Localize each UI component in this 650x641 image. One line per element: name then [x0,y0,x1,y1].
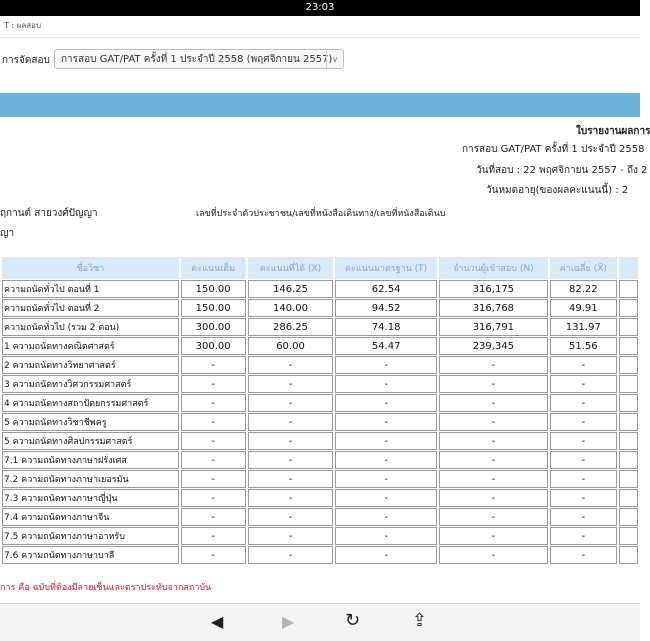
value-cell: - [335,527,436,545]
overflow-cell [619,337,638,355]
table-row [2,413,638,431]
overflow-cell [619,413,638,431]
table-row [2,337,638,355]
value-cell: - [335,546,436,564]
value-cell: - [335,375,436,393]
footnote: การ คือ ฉบับที่ต้องมีลายเซ็นและตราประทับจากสถาบัน [0,583,212,593]
value-cell: 146.25 [248,280,334,298]
value-cell: - [335,451,436,469]
value-cell: - [550,546,617,564]
value-cell: - [181,508,246,526]
table-row [2,356,638,374]
exam-select-row [0,42,640,76]
student-name: ฤกานต์ สายวงศ์ปัญญา [0,208,98,219]
value-cell: - [181,375,246,393]
value-cell: - [248,356,334,374]
report-expiry: วันหมดอายุ(ของผลคะแนนนี้) : 2 [486,185,629,196]
value-cell: - [439,546,548,564]
value-cell: - [439,413,548,431]
table-row [2,489,638,507]
subject-cell: 3 ความถนัดทางวิศวกรรมศาสตร์ [2,375,179,393]
value-cell: - [181,394,246,412]
exam-select[interactable] [54,49,344,69]
value-cell: - [550,470,617,488]
value-cell: - [550,432,617,450]
value-cell: - [335,413,436,431]
reload-icon[interactable]: ↻ [345,610,361,631]
value-cell: - [439,470,548,488]
back-icon[interactable]: ◀ [211,612,224,631]
value-cell: - [181,451,246,469]
overflow-cell [619,318,638,336]
value-cell: - [248,432,334,450]
report-exam-name: การสอบ GAT/PAT ครั้งที่ 1 ประจำปี 2558 [462,144,645,155]
value-cell: 300.00 [181,337,246,355]
value-cell: - [181,546,246,564]
value-cell: - [550,394,617,412]
value-cell: 150.00 [181,299,246,317]
subject-cell: 7.3 ความถนัดทางภาษาญี่ปุ่น [2,489,179,507]
value-cell: 74.18 [335,318,436,336]
exam-select-label: การจัดสอบ [2,53,58,68]
table-row [2,394,638,412]
overflow-cell [619,375,638,393]
breadcrumb-text: T : ผลสอบ [4,21,42,30]
table-row [2,527,638,545]
student-name-line2: ญา [0,228,15,239]
value-cell: - [248,375,334,393]
col-score: คะแนนที่ได้ (X) [248,257,334,279]
value-cell: - [335,508,436,526]
overflow-cell [619,508,638,526]
value-cell: - [439,394,548,412]
subject-cell: 7.6 ความถนัดทางภาษาบาลี [2,546,179,564]
value-cell: - [439,508,548,526]
table-row [2,318,638,336]
value-cell: - [248,451,334,469]
value-cell: 239,345 [439,337,548,355]
section-header-bar [0,93,640,117]
subject-cell: 4 ความถนัดทางสถาปัตยกรรมศาสตร์ [2,394,179,412]
value-cell: 51.56 [550,337,617,355]
overflow-cell [619,470,638,488]
score-table [0,256,640,565]
value-cell: - [550,527,617,545]
subject-cell: 1 ความถนัดทางคณิตศาสตร์ [2,337,179,355]
value-cell: - [439,527,548,545]
value-cell: - [550,451,617,469]
value-cell: 286.25 [248,318,334,336]
value-cell: - [181,470,246,488]
overflow-cell [619,299,638,317]
value-cell: - [248,546,334,564]
share-icon[interactable]: ⇪ [412,610,428,631]
overflow-cell [619,356,638,374]
value-cell: - [181,489,246,507]
exam-select-value: การสอบ GAT/PAT ครั้งที่ 1 ประจำปี 2558 (พฤศจิกายน 2557) [61,54,333,65]
table-row [2,546,638,564]
value-cell: - [335,489,436,507]
report-exam-date: วันที่สอบ : 22 พฤศจิกายน 2557 - ถึง 2 [476,165,648,176]
table-row [2,375,638,393]
value-cell: - [550,375,617,393]
value-cell: - [181,527,246,545]
score-table-header [2,257,638,279]
score-table-body [2,280,638,564]
table-row [2,451,638,469]
value-cell: - [335,470,436,488]
value-cell: 316,791 [439,318,548,336]
report-title: ใบรายงานผลการ [576,126,650,137]
overflow-cell [619,451,638,469]
overflow-cell [619,546,638,564]
subject-cell: ความถนัดทั่วไป (รวม 2 ตอน) [2,318,179,336]
value-cell: - [550,489,617,507]
value-cell: - [248,413,334,431]
value-cell: - [335,394,436,412]
table-row [2,470,638,488]
value-cell: - [248,508,334,526]
value-cell: - [550,413,617,431]
subject-cell: 7.5 ความถนัดทางภาษาอาหรับ [2,527,179,545]
overflow-cell [619,394,638,412]
subject-cell: 7.1 ความถนัดทางภาษาฝรั่งเศส [2,451,179,469]
overflow-cell [619,527,638,545]
subject-cell: 5 ความถนัดทางศิลปกรรมศาสตร์ [2,432,179,450]
value-cell: - [439,451,548,469]
value-cell: - [248,527,334,545]
value-cell: - [248,470,334,488]
value-cell: - [248,394,334,412]
value-cell: - [181,432,246,450]
value-cell: 82.22 [550,280,617,298]
value-cell: - [335,432,436,450]
chevron-down-icon: ∨ [326,50,343,68]
browser-toolbar [0,603,640,641]
value-cell: 94.52 [335,299,436,317]
forward-icon[interactable]: ▶ [282,612,295,631]
col-t-score: คะแนนมาตรฐาน (T) [335,257,436,279]
table-row [2,508,638,526]
col-full-score: คะแนนเต็ม [181,257,246,279]
col-subject: ชื่อวิชา [2,257,179,279]
subject-cell: 5 ความถนัดทางวิชาชีพครู [2,413,179,431]
value-cell: 150.00 [181,280,246,298]
overflow-cell [619,489,638,507]
value-cell: 140.00 [248,299,334,317]
value-cell: 316,768 [439,299,548,317]
value-cell: 49.91 [550,299,617,317]
subject-cell: 7.2 ความถนัดทางภาษาเยอรมัน [2,470,179,488]
overflow-cell [619,280,638,298]
subject-cell: 7.4 ความถนัดทางภาษาจีน [2,508,179,526]
value-cell: 60.00 [248,337,334,355]
table-row [2,299,638,317]
value-cell: 54.47 [335,337,436,355]
id-label: เลขที่ประจำตัวประชาชน/เลขที่หนังสือเดินทาง/เลขที่หนังสือเดินบ [196,209,446,219]
value-cell: - [439,375,548,393]
value-cell: 316,175 [439,280,548,298]
col-mean: ค่าเฉลี่ย (X̄) [550,257,617,279]
breadcrumb [0,16,640,38]
value-cell: 131.97 [550,318,617,336]
value-cell: - [181,356,246,374]
value-cell: - [335,356,436,374]
value-cell: 62.54 [335,280,436,298]
col-examinees: จำนวนผู้เข้าสอบ (N) [439,257,548,279]
status-time: 23:03 [305,2,335,13]
value-cell: - [248,489,334,507]
col-overflow [619,257,638,279]
overflow-cell [619,432,638,450]
table-row [2,432,638,450]
value-cell: - [439,489,548,507]
value-cell: - [181,413,246,431]
subject-cell: ความถนัดทั่วไป ตอนที่ 2 [2,299,179,317]
status-bar [0,0,640,16]
table-row [2,280,638,298]
value-cell: - [550,508,617,526]
value-cell: - [439,432,548,450]
subject-cell: ความถนัดทั่วไป ตอนที่ 1 [2,280,179,298]
subject-cell: 2 ความถนัดทางวิทยาศาสตร์ [2,356,179,374]
value-cell: 300.00 [181,318,246,336]
value-cell: - [550,356,617,374]
value-cell: - [439,356,548,374]
